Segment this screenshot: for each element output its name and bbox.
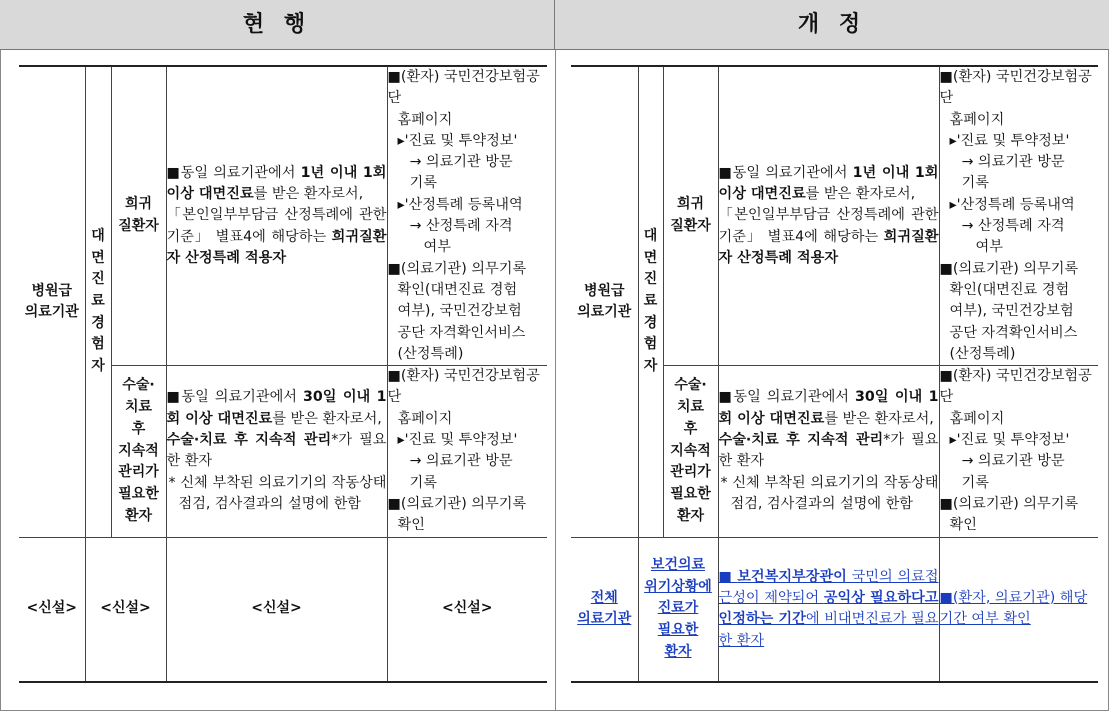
column-divider bbox=[555, 50, 556, 711]
new-row-cell-3: <신설> bbox=[166, 537, 387, 682]
new-criteria-cell: ■ 보건복지부장관이 국민의 의료접근성이 제약되어 공익상 필요하다고 인정하는 기간에 비대면진료가 필요한 환자 bbox=[718, 537, 939, 682]
rare-criteria: ■동일 의료기관에서 1년 이내 1회 이상 대면진료를 받은 환자로서, 「본인일부부담금 산정특례에 관한 기준」 별표4에 해당하는 희귀질환자 산정특례 적용자 bbox=[718, 66, 939, 366]
rare-disease-label: 희귀 질환자 bbox=[663, 66, 718, 366]
rare-disease-label: 희귀 질환자 bbox=[111, 66, 166, 366]
new-row-cell-1: <신설> bbox=[19, 537, 85, 682]
surgery-label: 수술· 치료 후 지속적 관리가 필요한 환자 bbox=[663, 366, 718, 537]
new-target-cell: 보건의료 위기상황에 진료가 필요한 환자 bbox=[638, 537, 718, 682]
surgery-criteria: ■동일 의료기관에서 30일 이내 1회 이상 대면진료를 받은 환자로서, 수술·치료 후 지속적 관리*가 필요한 환자 * 신체 부착된 의료기기의 작동상태 점검, 검사결과의 설명에 한함 bbox=[166, 366, 387, 537]
new-institution-cell: 전체 의료기관 bbox=[571, 537, 638, 682]
institution-cell: 병원급 의료기관 bbox=[19, 66, 85, 537]
rare-verification: ■(환자) 국민건강보험공단 홈페이지 ▸'진료 및 투약정보' → 의료기관 방문 기록 ▸'산정특례 등록내역 → 산정특례 자격 여부 ■(의료기관) 의무기록 확인(대면진료 경험 여부), 국민건강보험 공단 자격확인서비스 (산정특례) bbox=[939, 66, 1098, 366]
new-row-cell-2: <신설> bbox=[85, 537, 166, 682]
new-verification-cell: ■(환자, 의료기관) 해당 기간 여부 확인 bbox=[939, 537, 1098, 682]
experience-cell: 대면진료경험자 bbox=[85, 66, 111, 537]
surgery-label: 수술· 치료 후 지속적 관리가 필요한 환자 bbox=[111, 366, 166, 537]
revised-table bbox=[571, 65, 1098, 683]
header-revised: 개 정 bbox=[555, 0, 1109, 50]
rare-criteria: ■동일 의료기관에서 1년 이내 1회 이상 대면진료를 받은 환자로서, 「본인일부부담금 산정특례에 관한 기준」 별표4에 해당하는 희귀질환자 산정특례 적용자 bbox=[166, 66, 387, 366]
new-row-cell-4: <신설> bbox=[387, 537, 547, 682]
institution-cell: 병원급 의료기관 bbox=[571, 66, 638, 537]
surgery-verification: ■(환자) 국민건강보험공단 홈페이지 ▸'진료 및 투약정보' → 의료기관 방문 기록 ■(의료기관) 의무기록 확인 bbox=[939, 366, 1098, 537]
rare-verification: ■(환자) 국민건강보험공단 홈페이지 ▸'진료 및 투약정보' → 의료기관 방문 기록 ▸'산정특례 등록내역 → 산정특례 자격 여부 ■(의료기관) 의무기록 확인(대면진료 경험 여부), 국민건강보험 공단 자격확인서비스 (산정특례) bbox=[387, 66, 547, 366]
current-table bbox=[19, 65, 547, 683]
header-current: 현 행 bbox=[0, 0, 555, 50]
surgery-verification: ■(환자) 국민건강보험공단 홈페이지 ▸'진료 및 투약정보' → 의료기관 방문 기록 ■(의료기관) 의무기록 확인 bbox=[387, 366, 547, 537]
surgery-criteria: ■동일 의료기관에서 30일 이내 1회 이상 대면진료를 받은 환자로서, 수술·치료 후 지속적 관리*가 필요한 환자 * 신체 부착된 의료기기의 작동상태 점검, 검사결과의 설명에 한함 bbox=[718, 366, 939, 537]
experience-cell: 대면진료경험자 bbox=[638, 66, 663, 537]
